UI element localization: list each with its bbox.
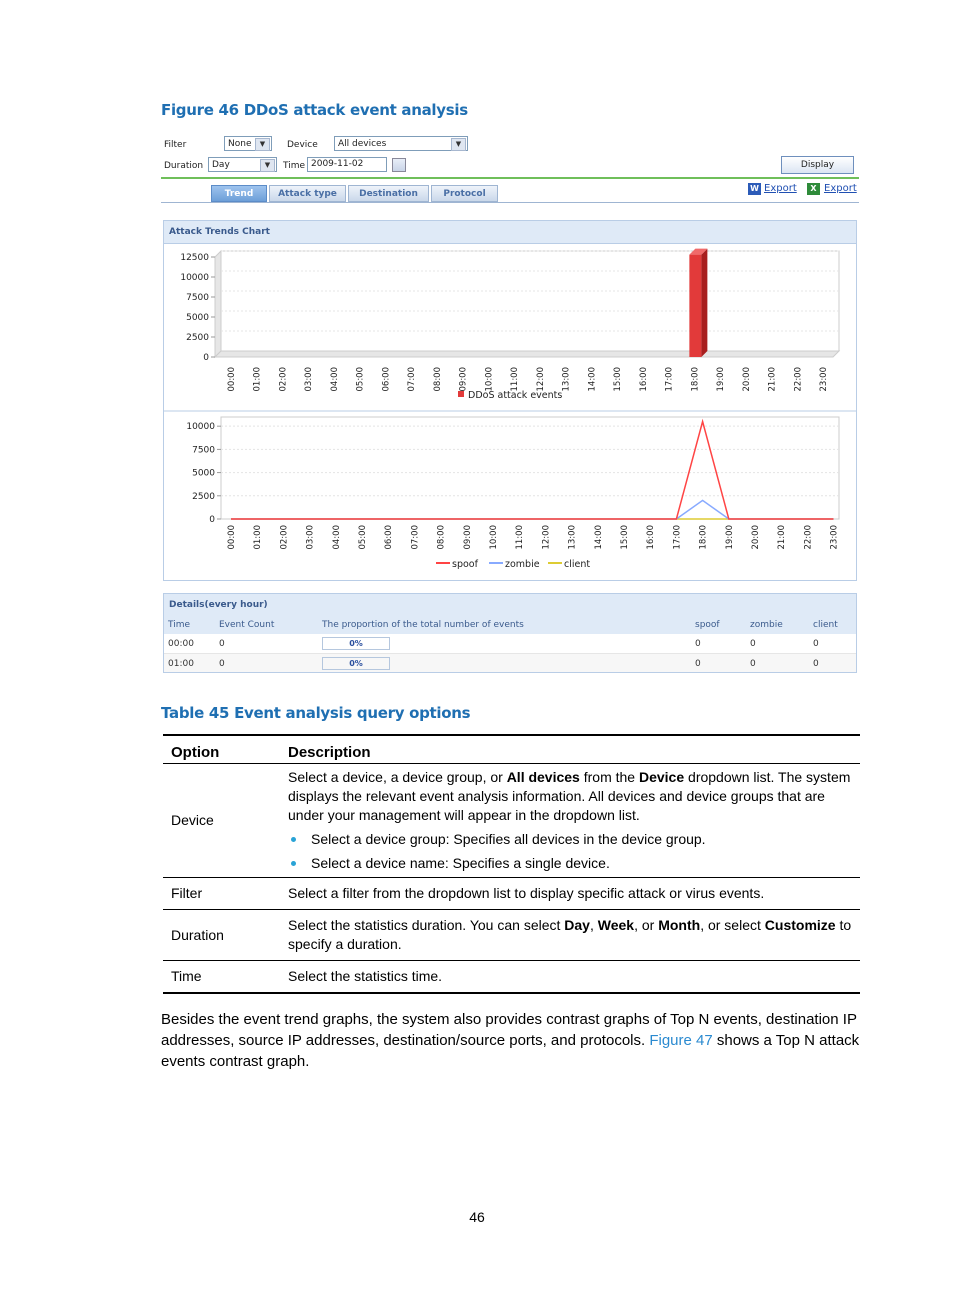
y-tick-label: 0 (203, 353, 209, 363)
col-client: client (809, 616, 856, 634)
duration-select[interactable] (208, 157, 277, 172)
x-tick-label: 08:00 (436, 525, 447, 550)
desc-time: Select the statistics time. (280, 961, 860, 994)
tab-trend[interactable]: Trend (211, 185, 267, 202)
y-tick-label: 5000 (192, 468, 215, 479)
tab-destination[interactable]: Destination (348, 185, 429, 202)
col-zombie: zombie (746, 616, 809, 634)
desc-duration (280, 910, 860, 961)
cell-count: 0 (215, 654, 318, 674)
table-row (164, 654, 856, 674)
x-tick-label: 11:00 (515, 525, 526, 550)
device-bullets (288, 830, 852, 873)
details-table (164, 616, 856, 673)
x-tick-label: 13:00 (561, 367, 572, 392)
x-tick-label: 16:00 (638, 367, 649, 392)
x-tick-label: 00:00 (227, 525, 237, 550)
cell-client: 0 (809, 654, 856, 674)
desc-bold: Customize (764, 917, 836, 933)
desc-bold: All devices (506, 769, 580, 785)
col-spoof: spoof (691, 616, 746, 634)
x-tick-label: 05:00 (355, 367, 366, 392)
cell-count: 0 (215, 634, 318, 654)
y-tick-label: 0 (209, 515, 215, 525)
cell-zombie: 0 (746, 634, 809, 654)
table-header-row (163, 735, 860, 764)
details-title: Details(every hour) (164, 594, 856, 617)
x-tick-label: 20:00 (750, 525, 761, 550)
desc-text: to specify a duration. (288, 917, 852, 952)
x-tick-label: 14:00 (587, 367, 598, 392)
excel-export-icon[interactable]: X (807, 183, 820, 195)
device-select[interactable] (334, 136, 468, 151)
proportion-bar: 0% (322, 657, 390, 670)
proportion-bar: 0% (322, 637, 390, 650)
x-tick-label: 13:00 (567, 525, 578, 550)
desc-bold: Device (638, 769, 685, 785)
calendar-icon[interactable] (392, 158, 406, 172)
col-event-count: Event Count (215, 616, 318, 634)
x-tick-label: 09:00 (462, 525, 473, 550)
time-input[interactable]: 2009-11-02 (307, 157, 387, 172)
page-number: 46 (469, 1209, 485, 1225)
x-tick-label: 05:00 (357, 525, 368, 550)
y-tick-label: 12500 (180, 253, 209, 263)
table-row (164, 634, 856, 654)
x-tick-label: 18:00 (690, 367, 701, 392)
y-tick-label: 5000 (186, 313, 209, 323)
paragraph-text: Besides the event trend graphs, the system also provides contrast graphs of Top N events, destination IP addresses, source IP addresses, destination/source ports, and protocols. (161, 1011, 857, 1049)
x-tick-label: 19:00 (716, 367, 727, 392)
cell-spoof: 0 (691, 654, 746, 674)
filter-select-value: None (228, 139, 252, 149)
chevron-down-icon: ▼ (451, 138, 466, 151)
legend-label: zombie (505, 559, 540, 570)
legend-swatch (458, 391, 464, 397)
chevron-down-icon: ▼ (260, 159, 275, 172)
legend-label: DDoS attack events (468, 390, 563, 401)
x-tick-label: 12:00 (541, 525, 552, 550)
figure-caption: Figure 46 DDoS attack event analysis (161, 101, 468, 119)
figure-link[interactable]: Figure 47 (649, 1032, 713, 1049)
display-button[interactable]: Display (781, 156, 854, 174)
attack-trends-panel (163, 220, 857, 581)
x-tick-label: 22:00 (793, 367, 804, 392)
x-tick-label: 08:00 (432, 367, 443, 392)
x-tick-label: 23:00 (829, 525, 840, 550)
ddos-analysis-screenshot (161, 130, 859, 675)
desc-filter: Select a filter from the dropdown list to display specific attack or virus events. (280, 878, 860, 910)
query-options-table (163, 734, 860, 994)
desc-text: from the (579, 769, 639, 785)
word-export-icon[interactable]: W (748, 183, 761, 195)
x-tick-label: 14:00 (593, 525, 604, 550)
tab-protocol[interactable]: Protocol (431, 185, 498, 202)
duration-select-value: Day (212, 160, 230, 170)
x-tick-label: 02:00 (279, 525, 290, 550)
x-tick-label: 17:00 (664, 367, 675, 392)
x-tick-label: 16:00 (646, 525, 657, 550)
cell-time: 00:00 (164, 634, 215, 654)
x-tick-label: 10:00 (484, 367, 495, 392)
plot-area (221, 251, 839, 351)
body-paragraph (161, 1009, 863, 1072)
option-filter: Filter (163, 878, 280, 910)
desc-text: Select a device, a device group, or (288, 769, 507, 785)
duration-label: Duration (164, 161, 204, 171)
desc-text: , or select (700, 917, 765, 933)
x-tick-label: 19:00 (724, 525, 735, 550)
x-tick-label: 15:00 (619, 525, 630, 550)
list-item: Select a device group: Specifies all devices in the device group. (288, 830, 852, 849)
x-tick-label: 22:00 (803, 525, 814, 550)
desc-text: , (589, 917, 598, 933)
desc-device (280, 764, 860, 878)
cell-spoof: 0 (691, 634, 746, 654)
table-row (163, 961, 860, 994)
cell-client: 0 (809, 634, 856, 654)
x-tick-label: 01:00 (253, 525, 264, 550)
toolbar-divider (161, 177, 859, 179)
device-select-value: All devices (338, 139, 387, 149)
header-option: Option (163, 735, 280, 764)
table-caption: Table 45 Event analysis query options (161, 704, 471, 722)
x-tick-label: 00:00 (226, 367, 237, 392)
desc-bold: Month (658, 917, 701, 933)
tab-baseline (161, 202, 859, 203)
line-chart (186, 417, 839, 570)
paragraph-text: shows a Top N attack events contrast graph. (161, 1032, 860, 1070)
desc-text: dropdown list. The system displays the relevant event analysis information. All devices and device groups that are under your management will appear in the dropdown list. (288, 769, 851, 823)
desc-bold: Day (564, 917, 590, 933)
col-proportion: The proportion of the total number of events (318, 616, 691, 634)
device-label: Device (287, 140, 318, 150)
cell-proportion (318, 634, 691, 654)
x-tick-label: 06:00 (381, 367, 392, 392)
x-tick-label: 04:00 (329, 367, 340, 392)
attack-trends-title: Attack Trends Chart (164, 221, 856, 244)
desc-text: Select the statistics duration. You can select (288, 917, 565, 933)
x-tick-label: 10:00 (488, 525, 499, 550)
table-row (163, 764, 860, 878)
x-tick-label: 21:00 (777, 525, 788, 550)
option-device: Device (163, 764, 280, 878)
x-tick-label: 11:00 (510, 367, 521, 392)
option-duration: Duration (163, 910, 280, 961)
tab-attack-type[interactable]: Attack type (269, 185, 346, 202)
x-tick-label: 03:00 (304, 367, 315, 392)
x-tick-label: 02:00 (278, 367, 289, 392)
x-tick-label: 12:00 (535, 367, 546, 392)
desc-bold: Week (597, 917, 635, 933)
y-tick-label: 10000 (180, 273, 209, 283)
option-time: Time (163, 961, 280, 994)
plot-side-wall (215, 251, 221, 357)
x-tick-label: 07:00 (410, 525, 421, 550)
x-tick-label: 20:00 (741, 367, 752, 392)
x-tick-label: 07:00 (407, 367, 418, 392)
x-tick-label: 03:00 (305, 525, 316, 550)
header-description: Description (280, 735, 860, 764)
x-tick-label: 01:00 (252, 367, 263, 392)
desc-text: , or (634, 917, 659, 933)
export-excel-link[interactable]: Export (824, 183, 857, 194)
y-tick-label: 7500 (192, 445, 215, 456)
filter-select[interactable] (224, 136, 272, 151)
table-row (163, 878, 860, 910)
bar-chart (180, 249, 839, 401)
cell-proportion (318, 654, 691, 674)
legend-label: client (564, 559, 591, 570)
attack-trends-svg (164, 243, 856, 580)
details-panel (163, 593, 857, 673)
plot-area (221, 417, 839, 519)
time-label: Time (283, 161, 306, 171)
y-tick-label: 2500 (192, 491, 215, 502)
table-row (163, 910, 860, 961)
y-tick-label: 2500 (186, 333, 209, 343)
bar (689, 255, 701, 357)
y-tick-label: 7500 (186, 293, 209, 303)
x-tick-label: 06:00 (384, 525, 395, 550)
plot-floor (215, 351, 839, 357)
filter-label: Filter (164, 140, 187, 150)
y-tick-label: 10000 (186, 422, 215, 433)
x-tick-label: 15:00 (613, 367, 624, 392)
x-tick-label: 04:00 (331, 525, 342, 550)
x-tick-label: 18:00 (698, 525, 709, 550)
cell-time: 01:00 (164, 654, 215, 674)
list-item: Select a device name: Specifies a single device. (288, 854, 852, 873)
cell-zombie: 0 (746, 654, 809, 674)
details-header-row (164, 616, 856, 634)
x-tick-label: 21:00 (767, 367, 778, 392)
bar-side (701, 249, 707, 357)
col-time: Time (164, 616, 215, 634)
export-word-link[interactable]: Export (764, 183, 797, 194)
x-tick-label: 09:00 (458, 367, 469, 392)
x-tick-label: 17:00 (672, 525, 683, 550)
x-tick-label: 23:00 (819, 367, 830, 392)
legend-label: spoof (452, 559, 478, 570)
chevron-down-icon: ▼ (255, 138, 270, 151)
